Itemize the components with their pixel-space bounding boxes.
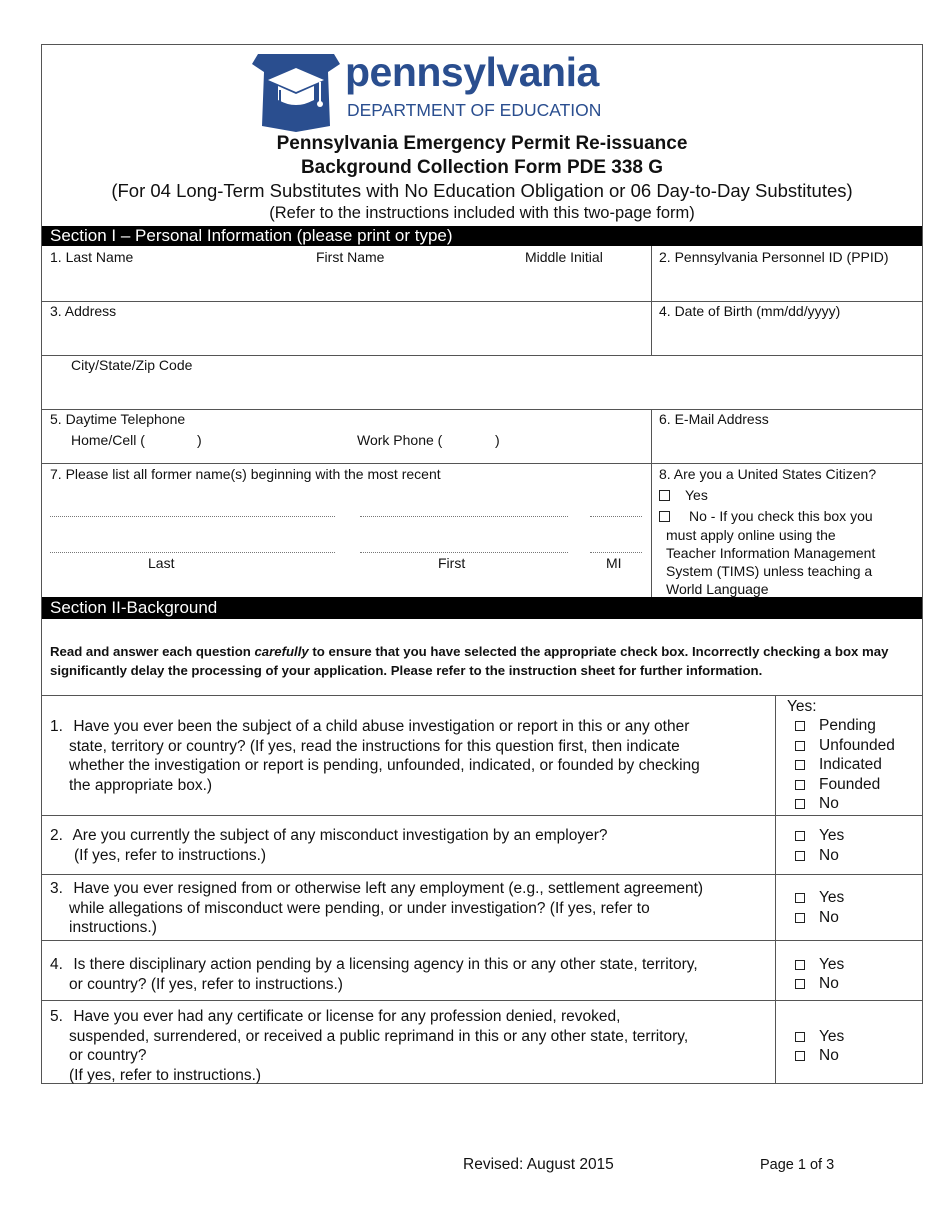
question-number: 2.: [50, 827, 63, 844]
question-text: instructions.): [69, 919, 157, 936]
last-name-label: 1. Last Name: [50, 249, 134, 265]
q4-option-no[interactable]: [795, 974, 839, 994]
former-first-name-field-1[interactable]: [360, 516, 568, 517]
question-text: (If yes, refer to instructions.): [69, 1066, 262, 1084]
col-last-label: Last: [148, 555, 175, 571]
checkbox-icon[interactable]: [795, 721, 805, 731]
grid-line: [42, 409, 922, 410]
grid-line: [42, 463, 922, 464]
question-number: 3.: [50, 880, 63, 897]
grid-line: [775, 695, 776, 1083]
former-first-name-field-2[interactable]: [360, 552, 568, 553]
option-label: Founded: [819, 776, 881, 793]
citizen-no-label: No - If you check this box you: [689, 508, 873, 524]
grid-line: [651, 246, 652, 356]
q1-option-pending[interactable]: [795, 716, 876, 736]
checkbox-icon[interactable]: [795, 960, 805, 970]
checkbox-icon[interactable]: [795, 831, 805, 841]
col-first-label: First: [438, 555, 466, 571]
question-text: while allegations of misconduct were pending, or under investigation? (If yes, refer to: [69, 899, 650, 917]
ppid-field[interactable]: [656, 268, 918, 298]
question-text: Are you currently the subject of any misconduct investigation by an employer?: [72, 827, 608, 844]
question-number: 1.: [50, 718, 63, 735]
checkbox-icon[interactable]: [795, 851, 805, 861]
q5-option-yes[interactable]: [795, 1027, 844, 1047]
option-label: Yes: [819, 1028, 845, 1045]
checkbox-icon[interactable]: [795, 913, 805, 923]
checkbox-icon[interactable]: [795, 799, 805, 809]
work-phone-field[interactable]: [505, 430, 645, 452]
home-cell-field[interactable]: [210, 430, 350, 452]
section-2-heading: Section II-Background: [42, 597, 922, 619]
email-label: 6. E-Mail Address: [659, 411, 769, 427]
former-last-name-field-2[interactable]: [50, 552, 335, 553]
option-label: Unfounded: [819, 737, 895, 754]
option-label: No: [819, 909, 839, 926]
daytime-phone-label: 5. Daytime Telephone: [50, 411, 186, 427]
checkbox-icon[interactable]: [795, 979, 805, 989]
form-title: Pennsylvania Emergency Permit Re-issuance: [276, 133, 688, 154]
grid-line: [42, 940, 922, 941]
logo-wordmark: pennsylvania: [345, 49, 599, 95]
checkbox-icon[interactable]: [795, 1032, 805, 1042]
question-text: (If yes, refer to instructions.): [74, 846, 267, 864]
question-text: the appropriate box.): [69, 776, 213, 794]
question-text: Is there disciplinary action pending by a licensing agency in this or any other state, territory,: [73, 956, 698, 973]
q1-option-indicated[interactable]: [795, 755, 882, 775]
work-phone-paren: ): [495, 432, 500, 448]
question-5: [50, 1007, 772, 1085]
question-text: state, territory or country? (If yes, read the instructions for this question first, then indicate: [69, 737, 680, 755]
former-names-label: 7. Please list all former name(s) beginning with the most recent: [50, 466, 441, 482]
name-field[interactable]: [50, 268, 646, 298]
grid-line: [42, 815, 922, 816]
option-label: No: [819, 795, 839, 812]
keystone-graduation-cap-logo-icon: [250, 50, 342, 132]
checkbox-icon[interactable]: [659, 511, 670, 522]
citizen-no-note: World Language: [666, 581, 769, 597]
checkbox-icon[interactable]: [659, 490, 670, 501]
option-label: No: [819, 847, 839, 864]
q5-option-no[interactable]: [795, 1046, 839, 1066]
checkbox-icon[interactable]: [795, 893, 805, 903]
q1-option-founded[interactable]: [795, 775, 880, 795]
q1-option-unfounded[interactable]: [795, 736, 895, 756]
option-label: Pending: [819, 717, 876, 734]
option-label: No: [819, 975, 839, 992]
q1-option-no[interactable]: [795, 794, 839, 814]
section-2-instructions: [50, 643, 910, 680]
middle-initial-label: Middle Initial: [525, 249, 603, 265]
checkbox-icon[interactable]: [795, 780, 805, 790]
intro-text: to ensure that you have selected the appropriate check box. Incorrectly checking a box may significantly delay the processing of your application. Please refer to the instruction sheet for further information.: [50, 644, 889, 678]
city-state-zip-field[interactable]: [50, 376, 918, 406]
home-cell-label: Home/Cell (: [71, 432, 145, 448]
question-text: suspended, surrendered, or received a public reprimand in this or any other state, territory,: [69, 1027, 689, 1045]
grid-line: [42, 695, 922, 696]
question-3: [50, 879, 772, 938]
question-4: [50, 955, 772, 994]
option-label: Yes: [819, 889, 845, 906]
question-text: or country?: [69, 1047, 147, 1064]
page-number: Page 1 of 3: [760, 1157, 835, 1173]
checkbox-icon[interactable]: [795, 1051, 805, 1061]
intro-text: Read and answer each question: [50, 644, 255, 659]
question-1: [50, 717, 770, 795]
grid-line: [42, 301, 922, 302]
revised-date: Revised: August 2015: [463, 1156, 614, 1173]
col-mi-label: MI: [606, 555, 622, 571]
question-2: [50, 826, 770, 865]
citizen-no-note: Teacher Information Management: [666, 545, 876, 561]
citizen-question: 8. Are you a United States Citizen?: [659, 466, 877, 482]
email-field[interactable]: [656, 430, 918, 460]
question-text: Have you ever resigned from or otherwise left any employment (e.g., settlement agreement): [73, 880, 704, 897]
form-applicability: (For 04 Long-Term Substitutes with No Education Obligation or 06 Day-to-Day Substitutes): [111, 180, 853, 201]
citizen-yes-option[interactable]: [659, 488, 708, 503]
citizen-no-note: must apply online using the: [666, 527, 836, 543]
q3-option-yes[interactable]: [795, 888, 844, 908]
form-instructions-note: (Refer to the instructions included with this two-page form): [269, 204, 695, 222]
grid-line: [42, 874, 922, 875]
citizen-yes-label: Yes: [685, 487, 708, 503]
checkbox-icon[interactable]: [795, 760, 805, 770]
work-phone-label: Work Phone (: [357, 432, 443, 448]
former-mi-field-2[interactable]: [590, 552, 642, 553]
citizen-no-option[interactable]: [659, 509, 873, 524]
question-text: whether the investigation or report is pending, unfounded, indicated, or founded by checking: [69, 757, 700, 774]
grid-line: [651, 409, 652, 597]
form-subtitle-code: Background Collection Form PDE 338 G: [300, 157, 664, 178]
address-label: 3. Address: [50, 303, 117, 319]
option-label: No: [819, 1047, 839, 1064]
dob-field[interactable]: [656, 322, 918, 352]
citizen-no-note: System (TIMS) unless teaching a: [666, 563, 873, 579]
question-text: Have you ever been the subject of a child abuse investigation or report in this or any other: [73, 718, 690, 735]
intro-emphasis: carefully: [254, 644, 309, 659]
former-last-name-field-1[interactable]: [50, 516, 335, 517]
q2-option-no[interactable]: [795, 846, 839, 866]
question-number: 4.: [50, 956, 63, 973]
logo-department: DEPARTMENT OF EDUCATION: [347, 100, 602, 120]
ppid-label: 2. Pennsylvania Personnel ID (PPID): [659, 249, 889, 265]
question-text: or country? (If yes, refer to instructions.): [69, 975, 343, 993]
grid-line: [42, 1000, 922, 1001]
address-field[interactable]: [50, 322, 646, 352]
section-1-heading: Section I – Personal Information (please print or type): [42, 226, 922, 246]
q1-yes-label: Yes:: [787, 698, 817, 715]
q2-option-yes[interactable]: [795, 826, 844, 846]
home-cell-paren: ): [197, 432, 202, 448]
city-state-zip-label: City/State/Zip Code: [71, 357, 193, 373]
first-name-label: First Name: [316, 249, 385, 265]
former-mi-field-1[interactable]: [590, 516, 642, 517]
option-label: Yes: [819, 956, 845, 973]
checkbox-icon[interactable]: [795, 741, 805, 751]
question-text: Have you ever had any certificate or license for any profession denied, revoked,: [73, 1008, 621, 1025]
q4-option-yes[interactable]: [795, 955, 844, 975]
dob-label: 4. Date of Birth (mm/dd/yyyy): [659, 303, 841, 319]
q3-option-no[interactable]: [795, 908, 839, 928]
option-label: Yes: [819, 827, 845, 844]
option-label: Indicated: [819, 756, 882, 773]
question-number: 5.: [50, 1008, 63, 1025]
grid-line: [42, 355, 922, 356]
